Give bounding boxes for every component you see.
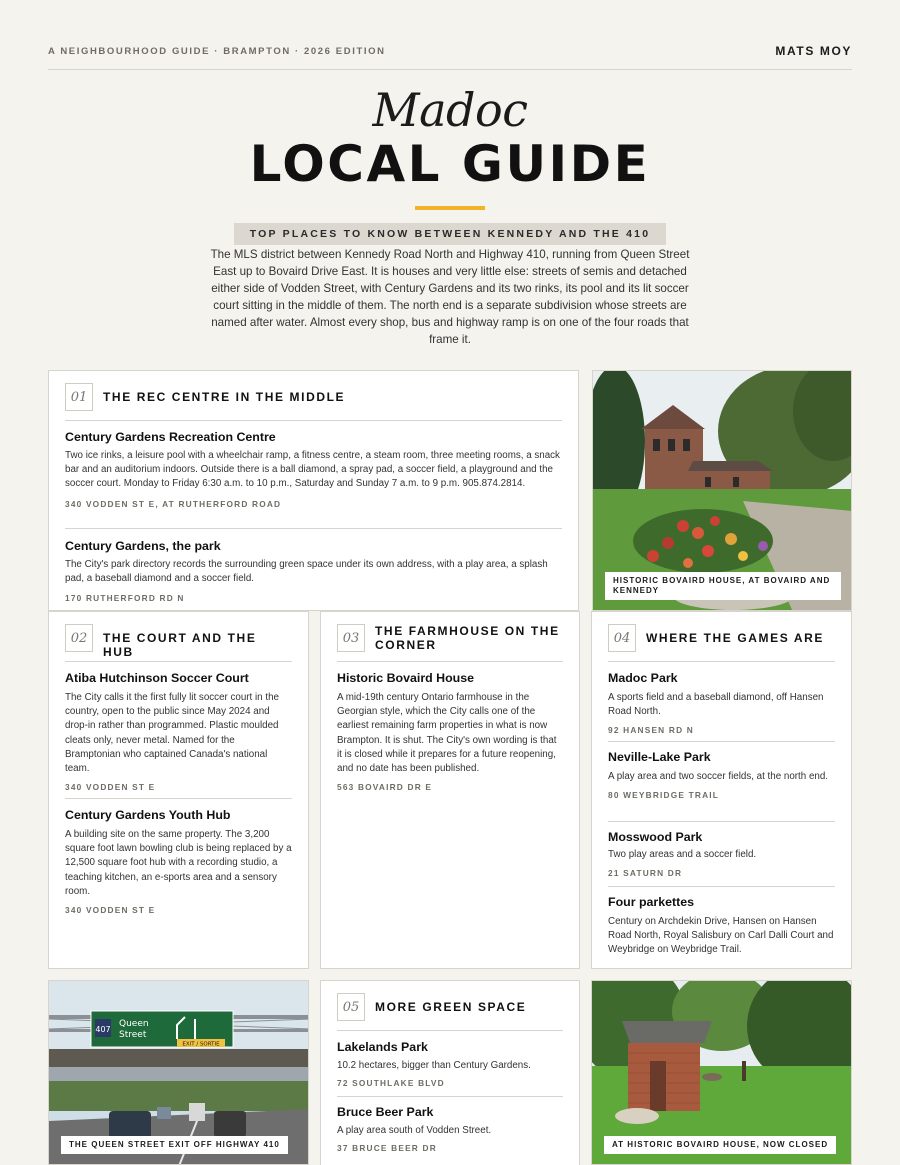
place-description: Two ice rinks, a leisure pool with a wheelchair ramp, a fitness centre, a steam room, three meeting rooms, a snack bar and an auditorium indoors. Outside there is a ball diamond, a spray pad, a soccer field, a playground and the soccer court. Monday to Friday 6:30 a.m. to 10 p.m., Saturday and Sunday 7 a.m. to 9 p.m. 905.874.2814. bbox=[65, 450, 560, 490]
section-card-01 bbox=[48, 370, 579, 611]
edition-label: A NEIGHBOURHOOD GUIDE · BRAMPTON · 2026 EDITION bbox=[48, 46, 386, 57]
place-description: The City's park directory records the surrounding green space under its own address, with a play area, a splash pad, a baseball diamond and a soccer field. bbox=[65, 559, 548, 585]
section-card-04 bbox=[591, 611, 852, 969]
place-address: 340 VODDEN ST E, AT RUTHERFORD ROAD bbox=[65, 498, 282, 509]
place-description: Century on Archdekin Drive, Hansen on Hansen Road North, Royal Salisbury on Carl Dalli Court and Weybridge on Weybridge Trail. bbox=[608, 916, 834, 956]
section-title-line: CORNER bbox=[375, 638, 437, 652]
place-name: Century Gardens Recreation Centre bbox=[65, 430, 276, 444]
divider bbox=[65, 528, 562, 529]
place-address: 563 BOVAIRD DR E bbox=[337, 782, 433, 793]
section-header bbox=[337, 993, 563, 1031]
sign-street-text: Street bbox=[119, 1030, 147, 1040]
section-card-05 bbox=[320, 980, 580, 1165]
section-number: 05 bbox=[337, 993, 365, 1021]
place-address: 340 VODDEN ST E bbox=[65, 905, 156, 916]
list-item bbox=[608, 830, 835, 878]
intro-paragraph: The MLS district between Kennedy Road North and Highway 410, running from Queen Street East up to Bovaird Drive East. It is houses and very little else: streets of semis and detached either side of Vodden Street, with Century Gardens and its two rinks, its pool and its lit soccer court sitting in the middle of them. The north end is a separate subdivision whose streets are named after water. Almost every shop, bus and highway ramp is on one of the four roads that frame it. bbox=[210, 248, 690, 346]
place-description: A sports field and a baseball diamond, off Hansen Road North. bbox=[608, 692, 824, 718]
divider bbox=[337, 1096, 563, 1097]
place-address: 170 RUTHERFORD RD N bbox=[65, 593, 185, 604]
photo-bovaird-shed bbox=[591, 980, 852, 1165]
list-item bbox=[608, 750, 835, 800]
divider bbox=[65, 798, 292, 799]
place-name: Atiba Hutchinson Soccer Court bbox=[65, 671, 249, 685]
section-title: THE REC CENTRE IN THE MIDDLE bbox=[103, 390, 346, 404]
section-header bbox=[608, 624, 835, 662]
list-item bbox=[65, 808, 292, 915]
place-description: A play area and two soccer fields, at the north end. bbox=[608, 771, 829, 782]
list-item bbox=[337, 1105, 563, 1153]
script-title: Madoc bbox=[372, 83, 528, 137]
section-header bbox=[65, 383, 562, 421]
list-item bbox=[65, 671, 292, 792]
list-item bbox=[337, 1040, 563, 1088]
place-description: Two play areas and a soccer field. bbox=[608, 849, 757, 860]
section-title: THE COURT AND THE HUB bbox=[103, 631, 257, 659]
section-card-03 bbox=[320, 611, 580, 969]
route-shield-text: 407 bbox=[95, 1025, 111, 1034]
place-address: 72 SOUTHLAKE BLVD bbox=[337, 1078, 445, 1089]
photo-caption: HISTORIC BOVAIRD HOUSE, AT BOVAIRD AND KENNEDY bbox=[605, 572, 841, 600]
place-description: A play area south of Vodden Street. bbox=[337, 1125, 492, 1136]
place-name: Bruce Beer Park bbox=[337, 1105, 434, 1119]
sign-street-text: Queen bbox=[119, 1019, 149, 1029]
place-name: Neville-Lake Park bbox=[608, 750, 711, 764]
list-item bbox=[65, 539, 562, 603]
accent-rule bbox=[415, 206, 485, 210]
section-number: 04 bbox=[608, 624, 636, 652]
tagline-badge: TOP PLACES TO KNOW BETWEEN KENNEDY AND THE 410 bbox=[234, 223, 667, 245]
photo-caption: THE QUEEN STREET EXIT OFF HIGHWAY 410 bbox=[61, 1136, 288, 1154]
place-name: Century Gardens, the park bbox=[65, 539, 221, 553]
photo-highway-exit bbox=[48, 980, 309, 1165]
place-name: Four parkettes bbox=[608, 895, 695, 909]
place-address: 340 VODDEN ST E bbox=[65, 782, 156, 793]
place-address: 92 HANSEN RD N bbox=[608, 725, 694, 736]
place-name: Lakelands Park bbox=[337, 1040, 428, 1054]
section-header bbox=[65, 624, 292, 662]
top-bar bbox=[48, 0, 852, 70]
photo-bovaird-house bbox=[592, 370, 852, 611]
list-item bbox=[65, 430, 562, 509]
masthead bbox=[0, 82, 900, 245]
place-address: 21 SATURN DR bbox=[608, 868, 683, 879]
section-title: WHERE THE GAMES ARE bbox=[646, 631, 824, 645]
list-item bbox=[608, 895, 835, 958]
section-number: 03 bbox=[337, 624, 365, 652]
section-number: 01 bbox=[65, 383, 93, 411]
section-title: MORE GREEN SPACE bbox=[375, 1000, 527, 1014]
place-name: Madoc Park bbox=[608, 671, 678, 685]
place-description: The City calls it the first fully lit soccer court in the country, open to the public since May 2024 and drop-in rather than programmed. Plastic moulded cleats only, never metal. Named for the Bramptonian who captained Canada's national team. bbox=[65, 692, 279, 775]
section-title-line: THE FARMHOUSE ON THE bbox=[375, 624, 560, 638]
author-name: MATS MOY bbox=[775, 44, 852, 58]
divider bbox=[608, 741, 835, 742]
place-description: 10.2 hectares, bigger than Century Gardens. bbox=[337, 1060, 531, 1071]
section-header bbox=[337, 624, 563, 662]
section-card-02 bbox=[48, 611, 309, 969]
place-name: Century Gardens Youth Hub bbox=[65, 808, 231, 822]
photo-caption: AT HISTORIC BOVAIRD HOUSE, NOW CLOSED bbox=[604, 1136, 836, 1154]
list-item bbox=[608, 671, 835, 735]
divider bbox=[608, 821, 835, 822]
place-address: 37 BRUCE BEER DR bbox=[337, 1143, 437, 1154]
list-item bbox=[337, 671, 563, 792]
page-title: LOCAL GUIDE bbox=[249, 135, 651, 193]
place-description: A mid-19th century Ontario farmhouse in the Georgian style, which the City calls one of the earliest remaining farm properties in what is now Brampton. It is shut. The City's own wording is that it is closed while it prepares for a future reopening, and no date has been published. bbox=[337, 692, 557, 775]
place-address: 80 WEYBRIDGE TRAIL bbox=[608, 790, 720, 801]
place-name: Mosswood Park bbox=[608, 830, 703, 844]
section-title bbox=[375, 624, 560, 652]
place-description: A building site on the same property. The 3,200 square foot lawn bowling club is being replaced by a 12,500 square foot hub with a recording studio, a teaching kitchen, an e-sports area and a sensory room. bbox=[65, 829, 292, 897]
place-name: Historic Bovaird House bbox=[337, 671, 475, 685]
exit-tab-text: EXIT / SORTIE bbox=[182, 1041, 220, 1048]
section-number: 02 bbox=[65, 624, 93, 652]
divider bbox=[608, 886, 835, 887]
